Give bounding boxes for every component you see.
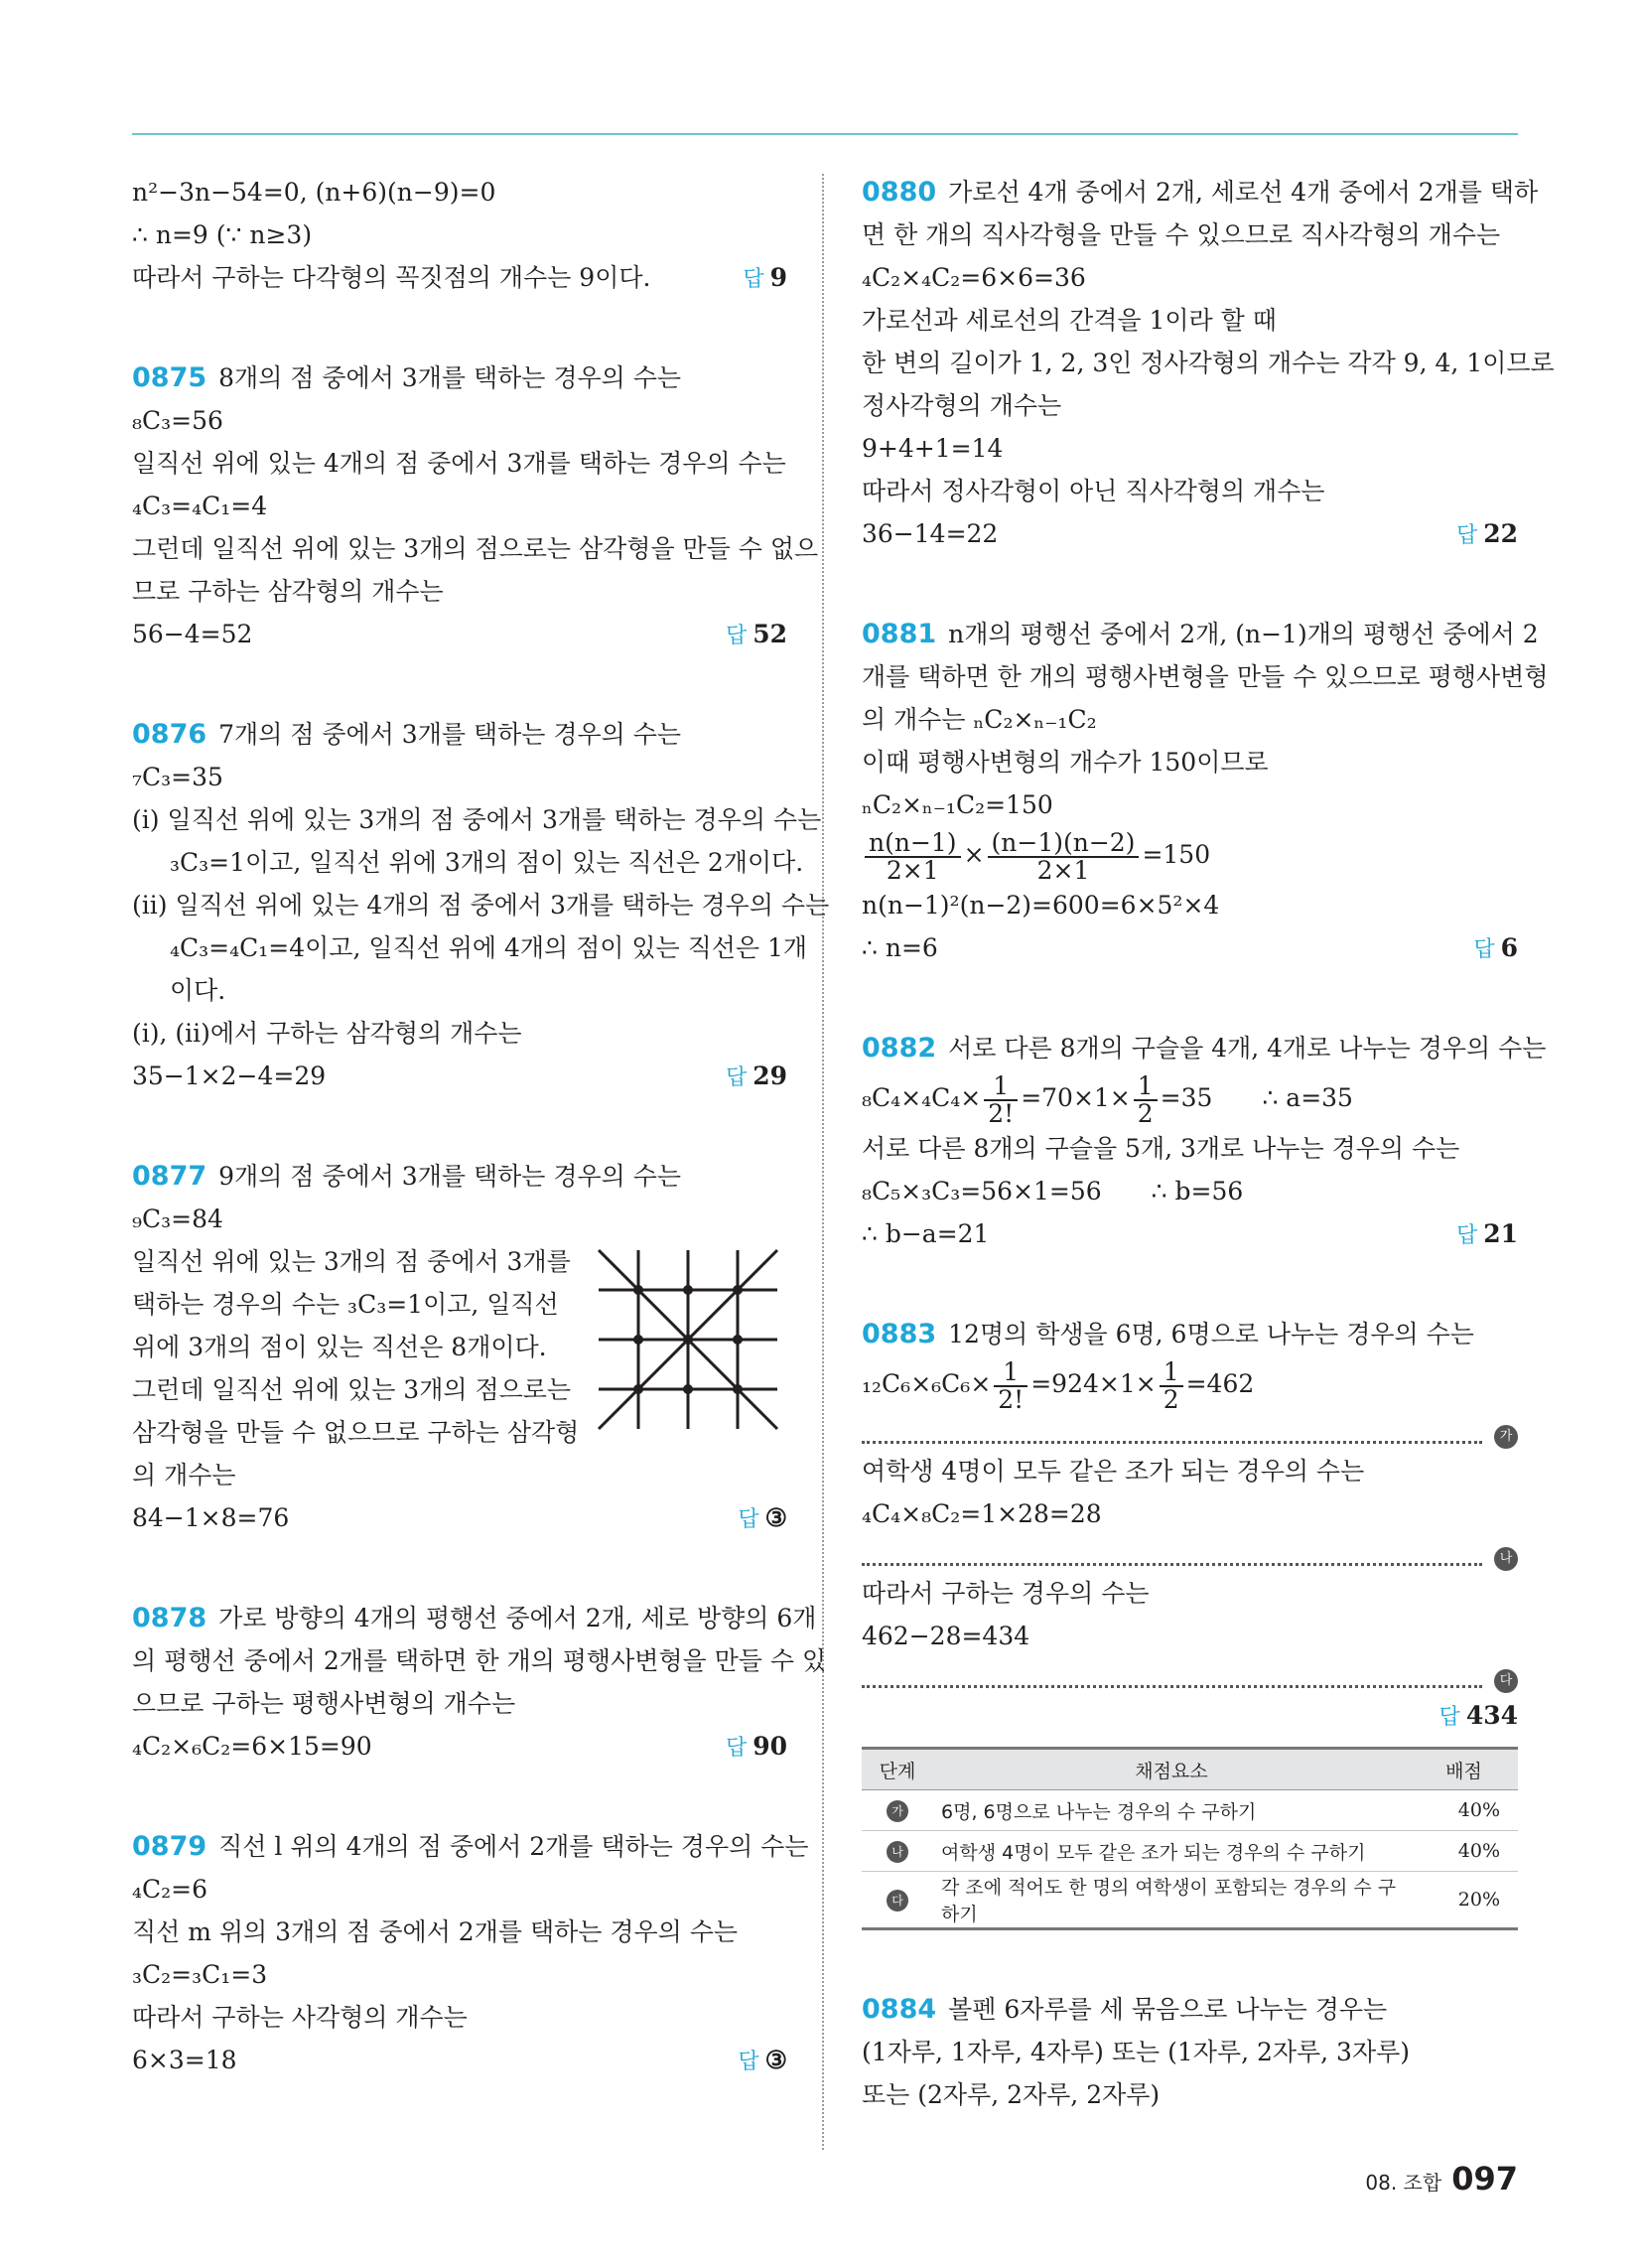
text-line: 의 개수는 ₙC₂×ₙ₋₁C₂ (862, 705, 1097, 734)
text: ₈C₄×₄C₄× (862, 1083, 982, 1112)
step-divider (862, 1535, 1513, 1566)
text: ∴ n=6 (862, 933, 938, 962)
answer-prefix: 답 (1473, 937, 1495, 962)
denominator: 2 (1137, 1098, 1154, 1128)
answer-value: 434 (1465, 1701, 1518, 1730)
answer-prefix: 답 (1455, 1223, 1478, 1248)
text-line: 이때 평행사변형의 개수가 150이므로 (862, 748, 1269, 777)
table-row (862, 1831, 1518, 1872)
text-line (862, 1170, 1518, 1212)
text: 84−1×8=76 (132, 1503, 290, 1532)
problem-number: 0875 (132, 362, 207, 393)
answer-value: 21 (1483, 1219, 1518, 1248)
numerator: 1 (1134, 1073, 1158, 1101)
text-line (862, 926, 1518, 969)
answer-label (1456, 1212, 1518, 1257)
answer-label (726, 613, 787, 657)
text-line: ₃C₂=₃C₁=3 (132, 1960, 268, 1989)
problem-number: 0883 (862, 1319, 937, 1349)
fraction (865, 827, 961, 885)
problem-number: 0882 (862, 1033, 937, 1063)
solution-continued (132, 171, 787, 299)
step-marker-2: 나 (1494, 1547, 1518, 1571)
answer-value: ③ (764, 1503, 787, 1532)
fraction-line (862, 1069, 1518, 1127)
table-cell: 여학생 4명이 모두 같은 조가 되는 경우의 수 구하기 (933, 1831, 1410, 1872)
table-row (862, 1872, 1518, 1929)
solution-0877 (132, 1155, 787, 1539)
text-line (132, 1055, 787, 1097)
text-line: 가로선과 세로선의 간격을 1이라 할 때 (862, 306, 1277, 335)
text-line: ₄C₃=₄C₁=4이고, 일직선 위에 4개의 점이 있는 직선은 1개 (170, 933, 808, 962)
answer-prefix: 답 (1455, 523, 1478, 548)
answer-value: 90 (753, 1732, 787, 1761)
text-line: 일직선 위에 있는 3개의 점 중에서 3개를 (132, 1247, 571, 1276)
text-line: 의 개수는 (132, 1461, 236, 1489)
solution-0881 (862, 613, 1549, 969)
solution-0883 (862, 1313, 1518, 1930)
step-marker: 나 (887, 1841, 908, 1863)
text: 56−4=52 (132, 620, 253, 648)
text-line: 한 변의 길이가 1, 2, 3인 정사각형의 개수는 각각 9, 4, 1이므로 (862, 349, 1555, 377)
answer-value: 22 (1483, 519, 1518, 548)
answer-label (743, 256, 787, 301)
text-line: 그런데 일직선 위에 있는 3개의 점으로는 (132, 1375, 572, 1404)
text-line (132, 613, 787, 655)
table-row (862, 1790, 1518, 1831)
page-footer (1365, 2160, 1518, 2197)
step-marker: 다 (887, 1890, 908, 1912)
text: =150 (1142, 840, 1211, 869)
text: 36−14=22 (862, 519, 999, 548)
denominator: 2×1 (1036, 855, 1090, 885)
text-line: ₄C₄×₈C₂=1×28=28 (862, 1499, 1102, 1528)
text-line: ₄C₂×₄C₂=6×6=36 (862, 263, 1086, 292)
answer-value: 9 (769, 263, 787, 292)
text: ₈C₅×₃C₃=56×1=56 (862, 1177, 1102, 1205)
table-header: 채점요소 (933, 1749, 1410, 1790)
problem-number: 0877 (132, 1161, 207, 1192)
table-cell: 6명, 6명으로 나누는 경우의 수 구하기 (933, 1790, 1410, 1831)
text: 9개의 점 중에서 3개를 택하는 경우의 수는 (218, 1162, 682, 1191)
answer-value: ③ (764, 2046, 787, 2074)
text: 볼펜 6자루를 세 묶음으로 나누는 경우는 (948, 1995, 1388, 2024)
text: 7개의 점 중에서 3개를 택하는 경우의 수는 (218, 720, 682, 749)
text-line (132, 1496, 787, 1539)
numerator: n(n−1) (865, 830, 961, 858)
text-line: 따라서 구하는 사각형의 개수는 (132, 2003, 468, 2032)
text: =462 (1185, 1369, 1255, 1398)
problem-number: 0880 (862, 177, 937, 208)
text-line: 462−28=434 (862, 1622, 1030, 1650)
top-rule (132, 133, 1518, 135)
answer-label (1439, 1694, 1518, 1739)
text-line: 면 한 개의 직사각형을 만들 수 있으므로 직사각형의 개수는 (862, 220, 1501, 249)
text-line: 이다. (170, 976, 226, 1005)
table-cell: 20% (1410, 1872, 1518, 1929)
answer-prefix: 답 (743, 267, 764, 292)
text: 6×3=18 (132, 2046, 237, 2074)
text-line: (ⅰ) 일직선 위에 있는 3개의 점 중에서 3개를 택하는 경우의 수는 (132, 805, 822, 834)
fraction (1160, 1356, 1183, 1414)
table-header: 단계 (862, 1749, 933, 1790)
problem-number: 0876 (132, 719, 207, 750)
answer-prefix: 답 (725, 624, 748, 648)
problem-number: 0881 (862, 619, 937, 649)
fraction-line: $\frac{n(n-1)}{2\times 1}$ × $\frac{(n-1)(n-2)}{2\times 1}$ =150 (862, 826, 1518, 884)
solution-0884 (862, 1988, 1518, 2116)
fraction (988, 827, 1140, 885)
text-line: 므로 구하는 삼각형의 개수는 (132, 577, 444, 606)
denominator: 2×1 (886, 855, 939, 885)
answer-label (738, 1496, 787, 1541)
text: ∴ a=35 (1262, 1083, 1353, 1112)
text: =35 (1160, 1083, 1213, 1112)
step-marker-3: 다 (1494, 1669, 1518, 1693)
table-cell: 40% (1410, 1790, 1518, 1831)
text-line: 여학생 4명이 모두 같은 조가 되는 경우의 수는 (862, 1457, 1365, 1486)
text-line: 위에 3개의 점이 있는 직선은 8개이다. (132, 1333, 547, 1361)
page-number: 097 (1451, 2160, 1518, 2197)
text-line: 그런데 일직선 위에 있는 3개의 점으로는 삼각형을 만들 수 없으 (132, 534, 819, 563)
text: n개의 평행선 중에서 2개, (n−1)개의 평행선 중에서 2 (948, 620, 1539, 648)
text-line (132, 2039, 787, 2081)
numerator: (n−1)(n−2) (988, 830, 1140, 858)
solution-0875 (132, 356, 819, 655)
answer-label (726, 1725, 787, 1770)
text-line: ₈C₃=56 (132, 406, 223, 435)
text-line: ₄C₃=₄C₁=4 (132, 492, 268, 520)
text: =924×1× (1030, 1369, 1157, 1398)
solution-0878 (132, 1597, 827, 1768)
fraction (984, 1070, 1018, 1128)
right-column (862, 171, 1555, 2116)
answer-prefix: 답 (725, 1736, 748, 1761)
answer-label (1456, 512, 1518, 557)
text-line: (ⅱ) 일직선 위에 있는 4개의 점 중에서 3개를 택하는 경우의 수는 (132, 891, 830, 920)
text-line: ∴ n=9 (∵ n≥3) (132, 220, 313, 249)
problem-number: 0878 (132, 1603, 207, 1633)
answer-prefix: 답 (738, 2050, 759, 2074)
table-cell: 각 조에 적어도 한 명의 여학생이 포함되는 경우의 수 구하기 (933, 1872, 1410, 1929)
text: 가로 방향의 4개의 평행선 중에서 2개, 세로 방향의 6개 (218, 1604, 817, 1632)
numerator: 1 (1160, 1359, 1183, 1387)
text-line: 의 평행선 중에서 2개를 택하면 한 개의 평행사변형을 만들 수 있 (132, 1646, 827, 1675)
section-title: 08. 조합 (1365, 2171, 1442, 2195)
step-divider (862, 1657, 1513, 1688)
text-line: 일직선 위에 있는 4개의 점 중에서 3개를 택하는 경우의 수는 (132, 449, 786, 478)
text-line: 택하는 경우의 수는 ₃C₃=1이고, 일직선 (132, 1290, 559, 1319)
text-line: 또는 (2자루, 2자루, 2자루) (862, 2080, 1161, 2109)
text-line (862, 512, 1518, 555)
answer-prefix: 답 (725, 1065, 748, 1090)
answer-value: 29 (753, 1062, 787, 1090)
text-line (132, 256, 787, 299)
scoring-table (862, 1747, 1518, 1930)
text: ∴ b=56 (1151, 1177, 1244, 1205)
text: 12명의 학생을 6명, 6명으로 나누는 경우의 수는 (948, 1320, 1474, 1348)
text-line: (1자루, 1자루, 4자루) 또는 (1자루, 2자루, 3자루) (862, 2038, 1411, 2066)
solution-0876 (132, 713, 830, 1097)
text-line (862, 1694, 1518, 1737)
text-line: ₇C₃=35 (132, 763, 223, 791)
answer-value: 52 (753, 620, 787, 648)
left-column (132, 171, 830, 2081)
text-line: 서로 다른 8개의 구슬을 5개, 3개로 나누는 경우의 수는 (862, 1134, 1460, 1163)
solution-0882 (862, 1027, 1547, 1255)
numerator: 1 (994, 1359, 1027, 1387)
answer-label (1473, 926, 1518, 971)
answer-prefix: 답 (1438, 1705, 1460, 1730)
step-marker-1: 가 (1494, 1425, 1518, 1449)
fraction (1134, 1070, 1158, 1128)
text-line: 따라서 정사각형이 아닌 직사각형의 개수는 (862, 477, 1325, 505)
solution-0879 (132, 1825, 809, 2081)
table-header: 배점 (1410, 1749, 1518, 1790)
answer-prefix: 답 (738, 1507, 759, 1532)
text: =70×1× (1021, 1083, 1131, 1112)
text-line: ₉C₃=84 (132, 1205, 223, 1233)
text: 가로선 4개 중에서 2개, 세로선 4개 중에서 2개를 택하 (948, 178, 1539, 207)
problem-number: 0884 (862, 1994, 937, 2025)
text-line: 따라서 구하는 경우의 수는 (862, 1579, 1150, 1608)
answer-label (726, 1055, 787, 1099)
text-line: 9+4+1=14 (862, 434, 1004, 463)
step-divider (862, 1413, 1513, 1444)
text: 8개의 점 중에서 3개를 택하는 경우의 수는 (218, 363, 682, 392)
text-line: 직선 m 위의 3개의 점 중에서 2개를 택하는 경우의 수는 (132, 1917, 739, 1946)
fraction (994, 1356, 1027, 1414)
step-marker: 가 (887, 1800, 908, 1822)
denominator: 2 (1163, 1384, 1179, 1414)
text-line: 개를 택하면 한 개의 평행사변형을 만들 수 있으므로 평행사변형 (862, 662, 1549, 691)
problem-number: 0879 (132, 1831, 207, 1862)
text: ₄C₂×₆C₂=6×15=90 (132, 1732, 372, 1761)
grid-lines-figure (589, 1240, 787, 1439)
answer-label (738, 2039, 787, 2083)
text-line: n²−3n−54=0, (n+6)(n−9)=0 (132, 178, 496, 207)
text-line: (ⅰ), (ⅱ)에서 구하는 삼각형의 개수는 (132, 1019, 522, 1048)
text: 35−1×2−4=29 (132, 1062, 327, 1090)
column-divider (822, 174, 824, 2150)
text-line: n(n−1)²(n−2)=600=6×5²×4 (862, 891, 1220, 920)
text: ∴ b−a=21 (862, 1219, 990, 1248)
text: 직선 l 위의 4개의 점 중에서 2개를 택하는 경우의 수는 (218, 1832, 809, 1861)
table-cell: 40% (1410, 1831, 1518, 1872)
text: 따라서 구하는 다각형의 꼭짓점의 개수는 9이다. (132, 263, 651, 292)
text-line: ₙC₂×ₙ₋₁C₂=150 (862, 790, 1053, 819)
answer-value: 6 (1500, 933, 1518, 962)
text-line: ₄C₂=6 (132, 1875, 208, 1904)
text-line: ₃C₃=1이고, 일직선 위에 3개의 점이 있는 직선은 2개이다. (170, 848, 804, 877)
text-line: 정사각형의 개수는 (862, 391, 1062, 420)
text-line (862, 1212, 1518, 1255)
denominator: 2! (998, 1384, 1025, 1414)
text-line: 으므로 구하는 평행사변형의 개수는 (132, 1689, 516, 1718)
denominator: 2! (988, 1098, 1015, 1128)
text: ₁₂C₆×₆C₆× (862, 1369, 992, 1398)
solution-0880 (862, 171, 1555, 555)
text-line (132, 1725, 787, 1768)
fraction-line (862, 1355, 1518, 1413)
numerator: 1 (984, 1073, 1018, 1101)
text: 서로 다른 8개의 구슬을 4개, 4개로 나누는 경우의 수는 (948, 1034, 1547, 1063)
text-line: 삼각형을 만들 수 없으므로 구하는 삼각형 (132, 1418, 580, 1447)
